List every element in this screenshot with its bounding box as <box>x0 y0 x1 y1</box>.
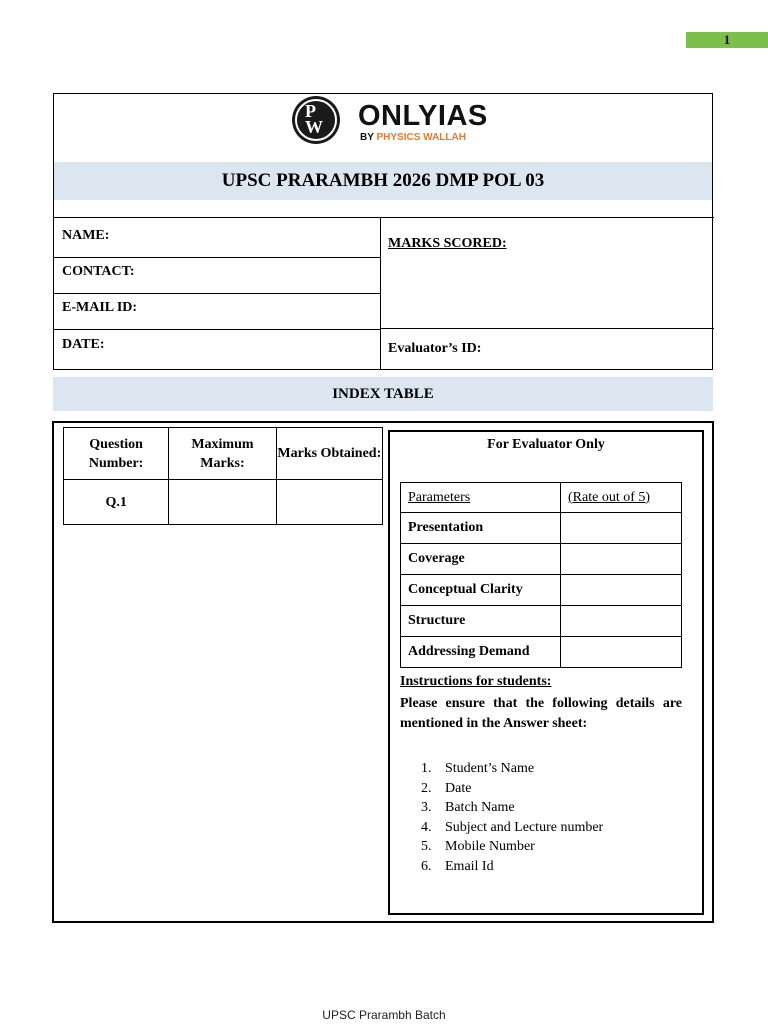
header-box <box>53 93 713 370</box>
list-item-number: 1. <box>421 761 432 776</box>
maximum-marks-cell <box>169 480 276 525</box>
question-table-header <box>64 428 383 480</box>
parameter-structure: Structure <box>401 606 561 637</box>
table-row <box>401 513 682 544</box>
pw-letter-w: W <box>305 117 323 137</box>
rate-header: (Rate out of 5) <box>561 483 682 513</box>
table-row <box>401 575 682 606</box>
parameter-presentation: Presentation <box>401 513 561 544</box>
header-question-number: Question Number: <box>64 428 169 480</box>
list-item <box>421 759 603 779</box>
pw-letter-p: P <box>305 101 316 121</box>
list-item-number: 3. <box>421 800 432 815</box>
table-row <box>64 480 383 525</box>
list-item <box>421 857 603 877</box>
list-item <box>421 818 603 838</box>
brand-byline <box>360 132 466 143</box>
rating-cell <box>561 637 682 668</box>
list-item-text: Email Id <box>445 858 494 874</box>
parameter-addressing-demand: Addressing Demand <box>401 637 561 668</box>
list-item-text: Student’s Name <box>445 761 535 776</box>
date-label: DATE: <box>62 337 105 352</box>
list-item-number: 2. <box>421 780 432 796</box>
parameters-table <box>400 482 682 668</box>
list-item <box>421 798 603 818</box>
marks-scored-label: MARKS SCORED: <box>388 236 507 251</box>
document-title: UPSC PRARAMBH 2026 DMP POL 03 <box>54 162 712 200</box>
contact-label: CONTACT: <box>62 264 135 279</box>
rating-cell <box>561 513 682 544</box>
page-footer: UPSC Prarambh Batch <box>322 1008 446 1022</box>
rating-cell <box>561 575 682 606</box>
list-item-number: 4. <box>421 819 432 835</box>
logo <box>54 94 712 162</box>
table-row <box>401 544 682 575</box>
header-marks-obtained: Marks Obtained: <box>276 428 382 480</box>
list-item-number: 6. <box>421 858 432 874</box>
parameters-header-row <box>401 483 682 513</box>
pw-logo-icon <box>292 96 340 144</box>
table-row <box>401 637 682 668</box>
list-item-text: Batch Name <box>445 800 515 815</box>
parameters-header: Parameters <box>401 483 561 513</box>
question-table <box>63 427 383 525</box>
instructions-list <box>421 759 603 876</box>
name-label: NAME: <box>62 228 110 243</box>
question-number-cell: Q.1 <box>64 480 169 525</box>
index-table-title: INDEX TABLE <box>53 377 713 411</box>
list-item <box>421 779 603 799</box>
marks-obtained-cell <box>276 480 382 525</box>
header-maximum-marks: Maximum Marks: <box>169 428 276 480</box>
rating-cell <box>561 606 682 637</box>
evaluator-id-label: Evaluator’s ID: <box>388 341 482 356</box>
byline-prefix: BY <box>360 132 377 143</box>
evaluator-title: For Evaluator Only <box>487 437 605 452</box>
page-number: 1 <box>686 32 768 48</box>
brand-name: ONLYIAS <box>358 100 488 132</box>
list-item-text: Date <box>445 780 472 796</box>
email-label: E-MAIL ID: <box>62 300 138 315</box>
byline-company: PHYSICS WALLAH <box>376 132 466 143</box>
list-item-text: Subject and Lecture number <box>445 819 604 835</box>
list-item-text: Mobile Number <box>445 839 535 854</box>
parameter-conceptual-clarity: Conceptual Clarity <box>401 575 561 606</box>
instructions-text: Please ensure that the following details are mentioned in the Answer sheet: <box>400 696 682 731</box>
table-row <box>401 606 682 637</box>
list-item-number: 5. <box>421 839 432 854</box>
list-item <box>421 837 603 857</box>
instructions-heading: Instructions for students: <box>400 674 552 689</box>
parameter-coverage: Coverage <box>401 544 561 575</box>
rating-cell <box>561 544 682 575</box>
